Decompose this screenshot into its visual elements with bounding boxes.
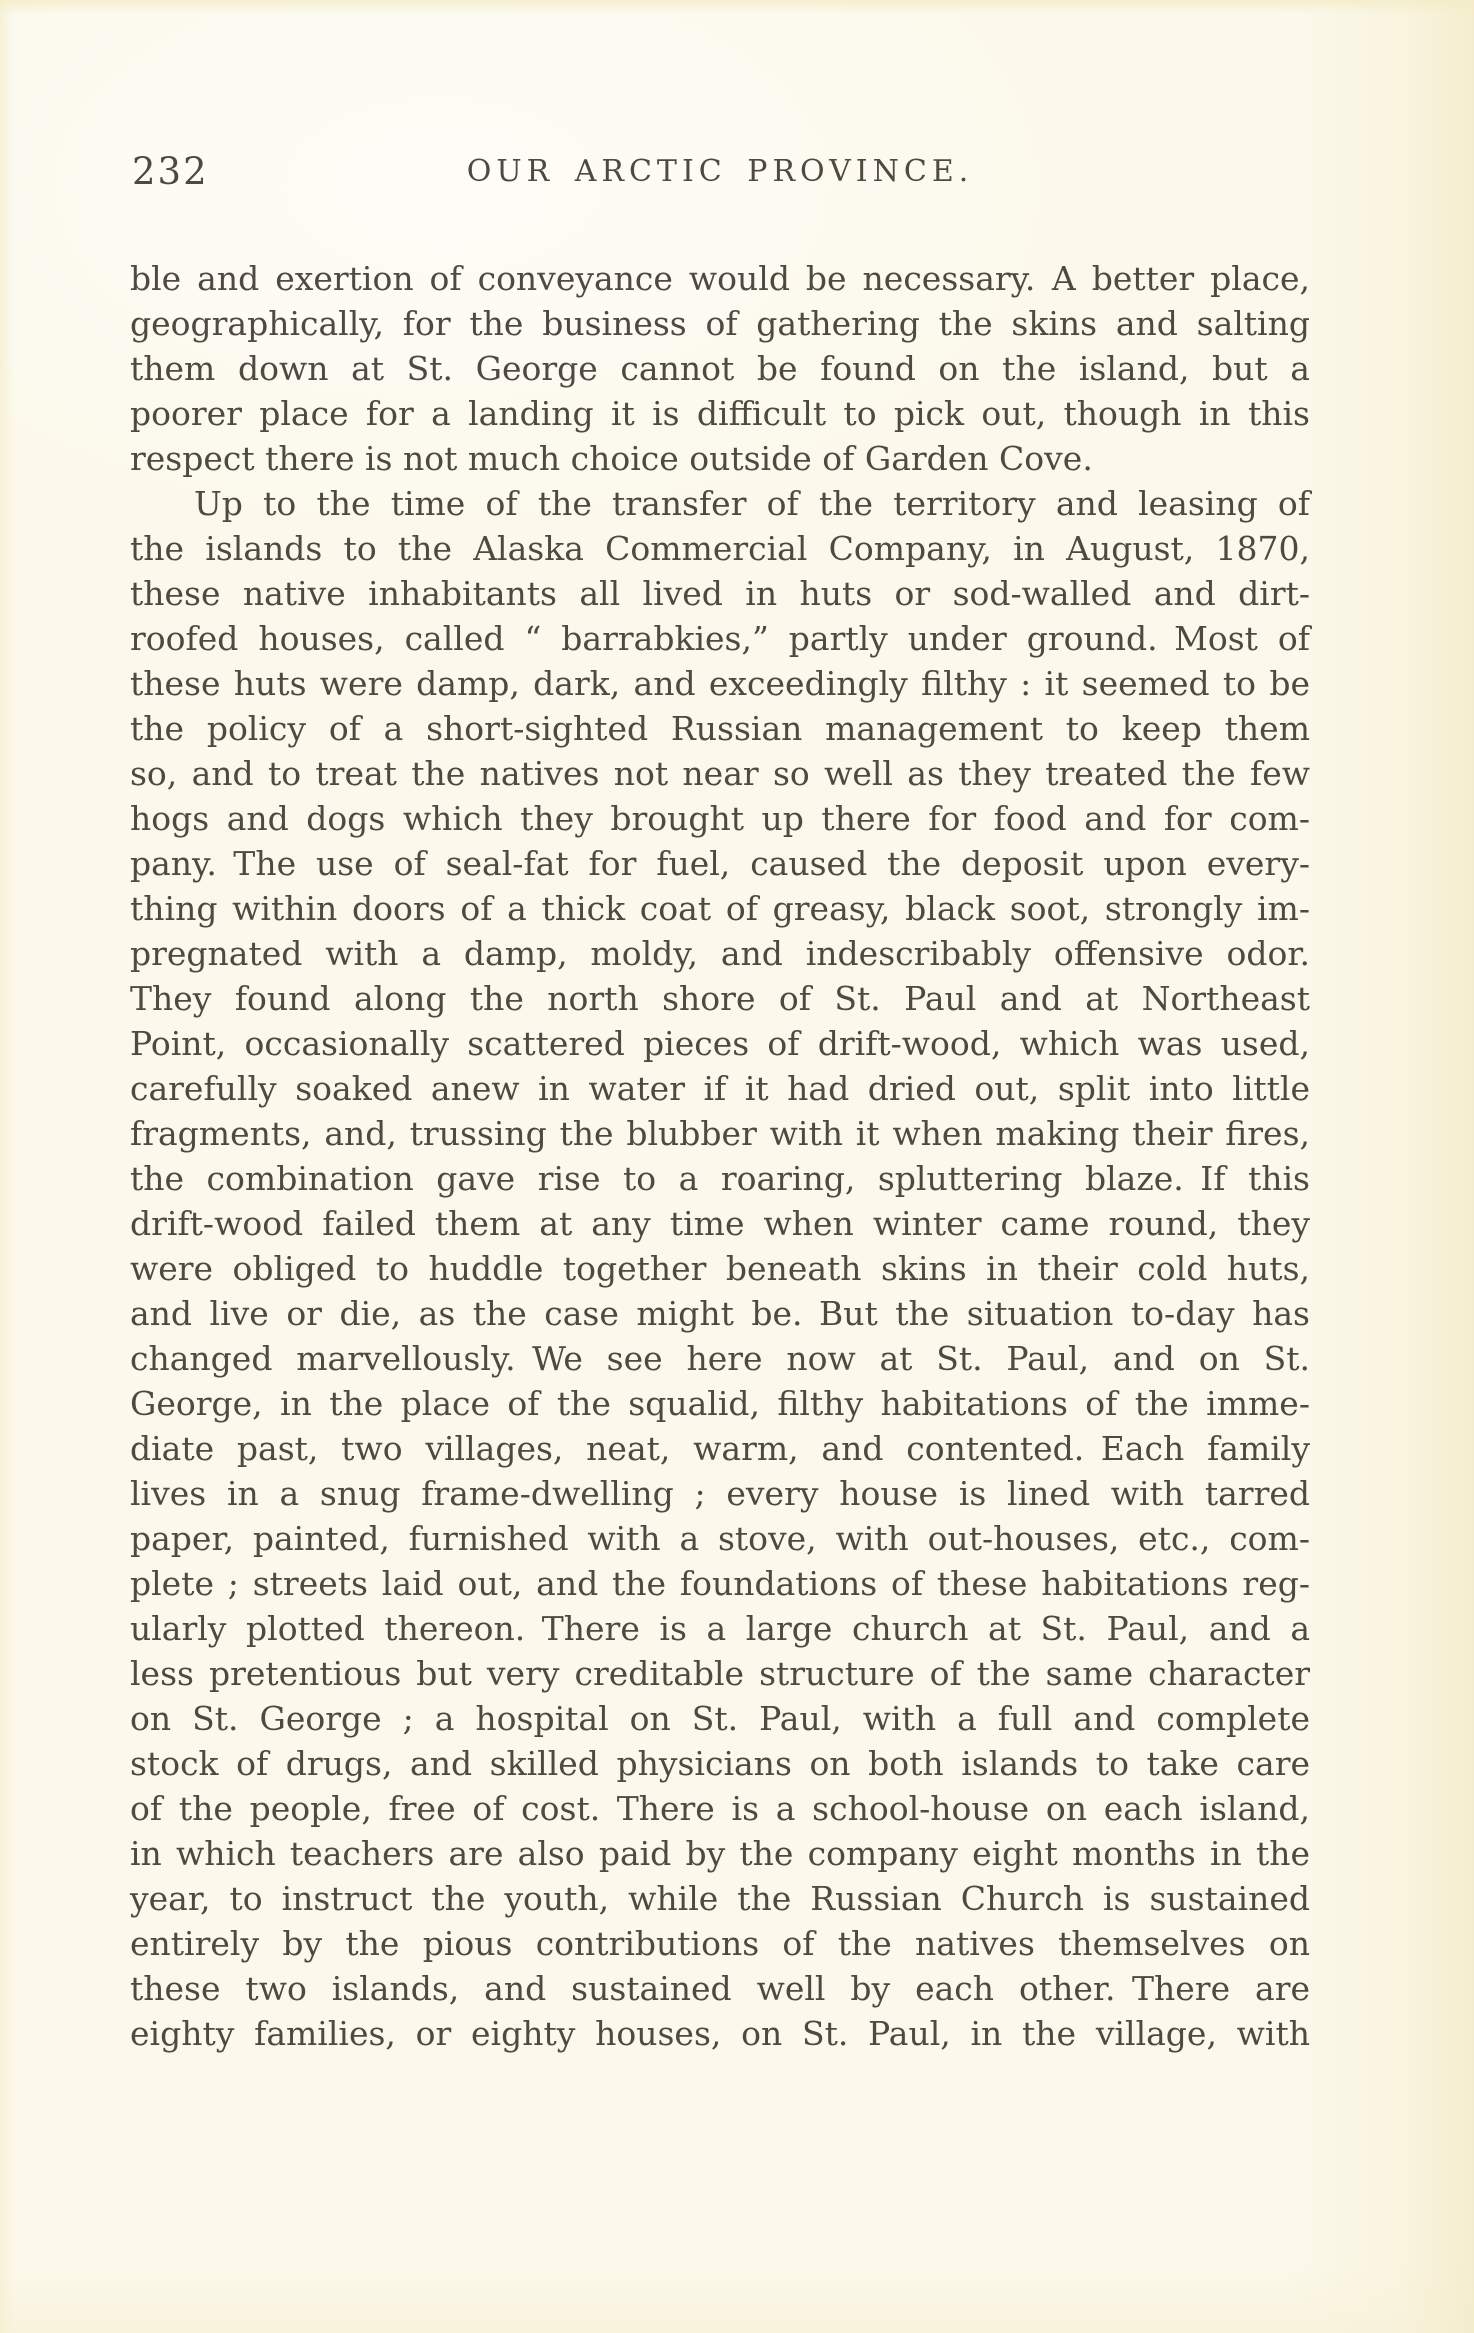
text-line: diate past, two villages, neat, warm, and contented. Each family bbox=[130, 1429, 1310, 1468]
text-line: the islands to the Alaska Commercial Company, in August, 1870, bbox=[130, 529, 1310, 568]
text-line: drift-wood failed them at any time when winter came round, they bbox=[130, 1204, 1310, 1243]
text-line: these huts were damp, dark, and exceedingly filthy : it seemed to be bbox=[130, 664, 1310, 703]
text-line: eighty families, or eighty houses, on St. Paul, in the village, with bbox=[130, 2014, 1310, 2053]
text-line: ularly plotted thereon. There is a large church at St. Paul, and a bbox=[130, 1609, 1310, 1648]
text-line: thing within doors of a thick coat of greasy, black soot, strongly im- bbox=[130, 889, 1310, 928]
text-line: of the people, free of cost. There is a school-house on each island, bbox=[130, 1789, 1310, 1828]
text-line: fragments, and, trussing the blubber with it when making their fires, bbox=[130, 1114, 1310, 1153]
text-line: hogs and dogs which they brought up there for food and for com- bbox=[130, 799, 1310, 838]
running-title: OUR ARCTIC PROVINCE. bbox=[466, 154, 974, 189]
text-line: these native inhabitants all lived in huts or sod-walled and dirt- bbox=[130, 574, 1310, 613]
text-line: them down at St. George cannot be found on the island, but a bbox=[130, 349, 1310, 388]
text-line: less pretentious but very creditable structure of the same character bbox=[130, 1654, 1310, 1693]
page-text bbox=[130, 256, 1310, 2056]
text-line: carefully soaked anew in water if it had dried out, split into little bbox=[130, 1069, 1310, 1108]
text-line: in which teachers are also paid by the company eight months in the bbox=[130, 1834, 1310, 1873]
text-line: pany. The use of seal-fat for fuel, caused the deposit upon every- bbox=[130, 844, 1310, 883]
text-line: poorer place for a landing it is difficult to pick out, though in this bbox=[130, 394, 1310, 433]
text-line: these two islands, and sustained well by each other. There are bbox=[130, 1969, 1310, 2008]
text-line: ble and exertion of conveyance would be necessary. A better place, bbox=[130, 259, 1310, 298]
text-line: on St. George ; a hospital on St. Paul, with a full and complete bbox=[130, 1699, 1310, 1738]
page-header bbox=[130, 150, 1310, 194]
text-line: George, in the place of the squalid, filthy habitations of the imme- bbox=[130, 1384, 1310, 1423]
text-line: pregnated with a damp, moldy, and indescribably offensive odor. bbox=[130, 934, 1310, 973]
text-line: stock of drugs, and skilled physicians on both islands to take care bbox=[130, 1744, 1310, 1783]
text-line: roofed houses, called “ barrabkies,” partly under ground. Most of bbox=[130, 619, 1310, 658]
text-line: the policy of a short-sighted Russian management to keep them bbox=[130, 709, 1310, 748]
text-line: so, and to treat the natives not near so well as they treated the few bbox=[130, 754, 1310, 793]
page-number: 232 bbox=[132, 150, 209, 193]
text-line: geographically, for the business of gathering the skins and salting bbox=[130, 304, 1310, 343]
text-line: year, to instruct the youth, while the Russian Church is sustained bbox=[130, 1879, 1310, 1918]
text-line: respect there is not much choice outside of Garden Cove. bbox=[130, 439, 1093, 478]
text-line: entirely by the pious contributions of the natives themselves on bbox=[130, 1924, 1310, 1963]
text-line: Up to the time of the transfer of the territory and leasing of bbox=[194, 484, 1310, 523]
text-line: Point, occasionally scattered pieces of drift-wood, which was used, bbox=[130, 1024, 1310, 1063]
text-line: plete ; streets laid out, and the foundations of these habitations reg- bbox=[130, 1564, 1310, 1603]
text-line: the combination gave rise to a roaring, spluttering blaze. If this bbox=[130, 1159, 1310, 1198]
text-line: They found along the north shore of St. Paul and at Northeast bbox=[130, 979, 1310, 1018]
text-line: paper, painted, furnished with a stove, with out-houses, etc., com- bbox=[130, 1519, 1310, 1558]
text-line: changed marvellously. We see here now at St. Paul, and on St. bbox=[130, 1339, 1310, 1378]
text-line: were obliged to huddle together beneath skins in their cold huts, bbox=[130, 1249, 1310, 1288]
text-line: and live or die, as the case might be. But the situation to-day has bbox=[130, 1294, 1310, 1333]
text-line: lives in a snug frame-dwelling ; every house is lined with tarred bbox=[130, 1474, 1310, 1513]
